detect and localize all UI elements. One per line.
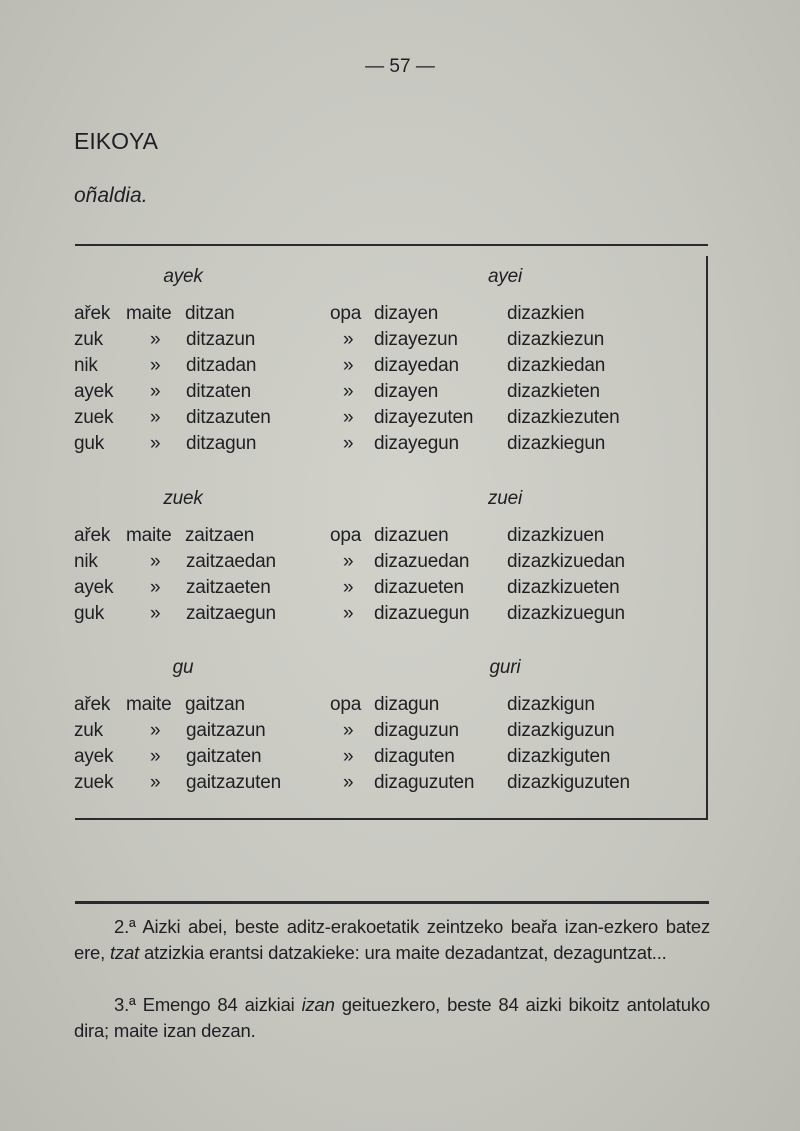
ditto-mark: » [343, 433, 354, 454]
row-form-1: ditzadan [186, 355, 257, 376]
row-subject: nik [74, 551, 98, 572]
row-form-1: ditzaten [186, 381, 251, 402]
footnote-text: Aizki abei, beste aditz-erakoetatik zeintzeko beařa izan-ezkero batez ere, [74, 916, 711, 963]
footnote-italic-term: tzat [110, 942, 140, 963]
ditto-mark: » [343, 551, 354, 572]
column-header-left: gu [172, 657, 194, 678]
page-number: — 57 — [365, 56, 435, 77]
row-form-2: dizazuen [374, 525, 449, 546]
row-form-3: dizazkiguzun [507, 720, 615, 741]
ditto-mark: » [150, 551, 161, 572]
column-header-right: ayei [487, 266, 523, 287]
row-subject: guk [74, 603, 105, 624]
ditto-mark: » [150, 407, 161, 428]
row-subject: ayek [74, 577, 114, 598]
row-opa: opa [330, 525, 362, 546]
row-form-2: dizaguzuten [374, 772, 475, 793]
row-subject: zuek [74, 407, 114, 428]
section-subtitle: oñaldia. [74, 184, 148, 207]
row-subject: zuk [74, 720, 103, 741]
ditto-mark: » [150, 720, 161, 741]
footnote-3 [74, 992, 710, 1044]
row-form-2: dizazueten [374, 577, 464, 598]
row-form-1: gaitzaten [186, 746, 262, 767]
row-form-3: dizazkien [507, 303, 585, 324]
column-header-left: zuek [163, 488, 203, 509]
row-subject: ařek [74, 525, 111, 546]
row-form-1: gaitzazuten [186, 772, 281, 793]
row-form-2: dizaguten [374, 746, 455, 767]
ditto-mark: » [150, 746, 161, 767]
column-header-left: ayek [163, 266, 203, 287]
ditto-mark: » [343, 746, 354, 767]
ditto-mark: » [150, 329, 161, 350]
row-form-1: zaitzaeten [186, 577, 271, 598]
ditto-mark: » [343, 381, 354, 402]
row-form-1: ditzazun [186, 329, 256, 350]
column-header-right: guri [489, 657, 521, 678]
row-subject: ayek [74, 381, 114, 402]
row-verb: maite [126, 303, 172, 324]
footnote-rule [75, 901, 709, 904]
footnote-italic-term: izan [301, 994, 335, 1015]
row-form-1: ditzazuten [186, 407, 271, 428]
ditto-mark: » [343, 772, 354, 793]
row-form-3: dizazkiguten [507, 746, 611, 767]
row-form-3: dizazkiedan [507, 355, 606, 376]
row-verb: maite [126, 694, 172, 715]
row-form-3: dizazkieten [507, 381, 600, 402]
row-subject: ayek [74, 746, 114, 767]
row-form-3: dizazkigun [507, 694, 595, 715]
row-subject: zuek [74, 772, 114, 793]
footnote-marker: 2.ª [114, 916, 136, 937]
row-form-2: dizayen [374, 303, 439, 324]
row-subject: ařek [74, 694, 111, 715]
row-form-1: gaitzan [185, 694, 245, 715]
ditto-mark: » [343, 603, 354, 624]
ditto-mark: » [150, 381, 161, 402]
row-form-1: zaitzaen [185, 525, 255, 546]
row-form-3: dizazkizuen [507, 525, 605, 546]
row-form-2: dizayezun [374, 329, 458, 350]
ditto-mark: » [343, 720, 354, 741]
footnote-text: Emengo 84 aizkiai [142, 994, 295, 1015]
footnote-marker: 3.ª [114, 994, 136, 1015]
table-right-rule [706, 256, 708, 819]
row-form-2: dizayedan [374, 355, 459, 376]
row-form-3: dizazkiguzuten [507, 772, 630, 793]
row-form-1: ditzagun [186, 433, 257, 454]
footnote-text: geituezkero, beste 84 aizki bikoitz antolatuko dira; maite izan dezan. [74, 994, 710, 1041]
row-form-1: zaitzaedan [186, 551, 276, 572]
row-form-3: dizazkiezun [507, 329, 605, 350]
row-form-3: dizazkiegun [507, 433, 606, 454]
row-form-1: zaitzaegun [186, 603, 276, 624]
ditto-mark: » [343, 329, 354, 350]
row-form-3: dizazkizueten [507, 577, 620, 598]
table-top-rule [75, 244, 708, 246]
row-form-2: dizazuegun [374, 603, 470, 624]
column-header-right: zuei [487, 488, 523, 509]
row-form-1: gaitzazun [186, 720, 266, 741]
ditto-mark: » [150, 433, 161, 454]
section-title: EIKOYA [74, 128, 158, 154]
row-form-2: dizayen [374, 381, 439, 402]
ditto-mark: » [343, 407, 354, 428]
row-subject: nik [74, 355, 98, 376]
row-subject: guk [74, 433, 105, 454]
table-bottom-rule [75, 818, 708, 820]
ditto-mark: » [343, 577, 354, 598]
footnote-text: atzizkia erantsi datzakieke: ura maite dezadantzat, dezaguntzat... [144, 942, 667, 963]
row-subject: zuk [74, 329, 103, 350]
row-form-3: dizazkiezuten [507, 407, 620, 428]
row-form-3: dizazkizuedan [507, 551, 625, 572]
row-subject: ařek [74, 303, 111, 324]
ditto-mark: » [150, 355, 161, 376]
row-form-2: dizagun [374, 694, 440, 715]
row-opa: opa [330, 303, 362, 324]
ditto-mark: » [150, 772, 161, 793]
ditto-mark: » [150, 577, 161, 598]
ditto-mark: » [150, 603, 161, 624]
row-verb: maite [126, 525, 172, 546]
row-form-2: dizayezuten [374, 407, 474, 428]
row-form-2: dizaguzun [374, 720, 459, 741]
ditto-mark: » [343, 355, 354, 376]
row-form-2: dizayegun [374, 433, 459, 454]
row-form-3: dizazkizuegun [507, 603, 625, 624]
row-opa: opa [330, 694, 362, 715]
footnote-2 [74, 914, 710, 966]
row-form-1: ditzan [185, 303, 235, 324]
row-form-2: dizazuedan [374, 551, 470, 572]
